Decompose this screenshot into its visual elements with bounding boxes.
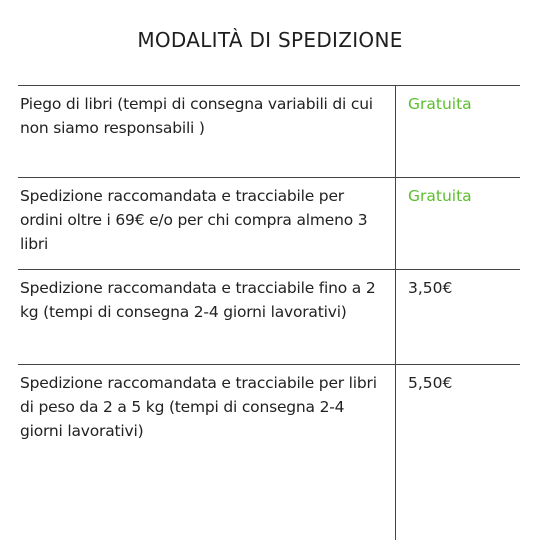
shipping-description: Spedizione raccomandata e tracciabile per libri di peso da 2 a 5 kg (tempi di consegna 2-4 giorni lavorativi) [20,374,377,440]
shipping-methods-table [18,85,520,540]
table-row [18,269,520,365]
shipping-description: Spedizione raccomandata e tracciabile per ordini oltre i 69€ e/o per chi compra almeno 3 libri [20,187,368,253]
page-title: MODALITÀ DI SPEDIZIONE [137,28,403,52]
table-row [18,177,520,270]
shipping-description: Spedizione raccomandata e tracciabile fino a 2 kg (tempi di consegna 2-4 giorni lavorativi) [20,279,376,321]
column-divider [395,85,396,540]
shipping-price: 3,50€ [408,279,453,297]
shipping-price: Gratuita [408,95,472,113]
table-row [18,85,520,178]
shipping-description: Piego di libri (tempi di consegna variabili di cui non siamo responsabili ) [20,95,373,137]
table-row [18,364,520,541]
shipping-price: 5,50€ [408,374,453,392]
shipping-price: Gratuita [408,187,472,205]
